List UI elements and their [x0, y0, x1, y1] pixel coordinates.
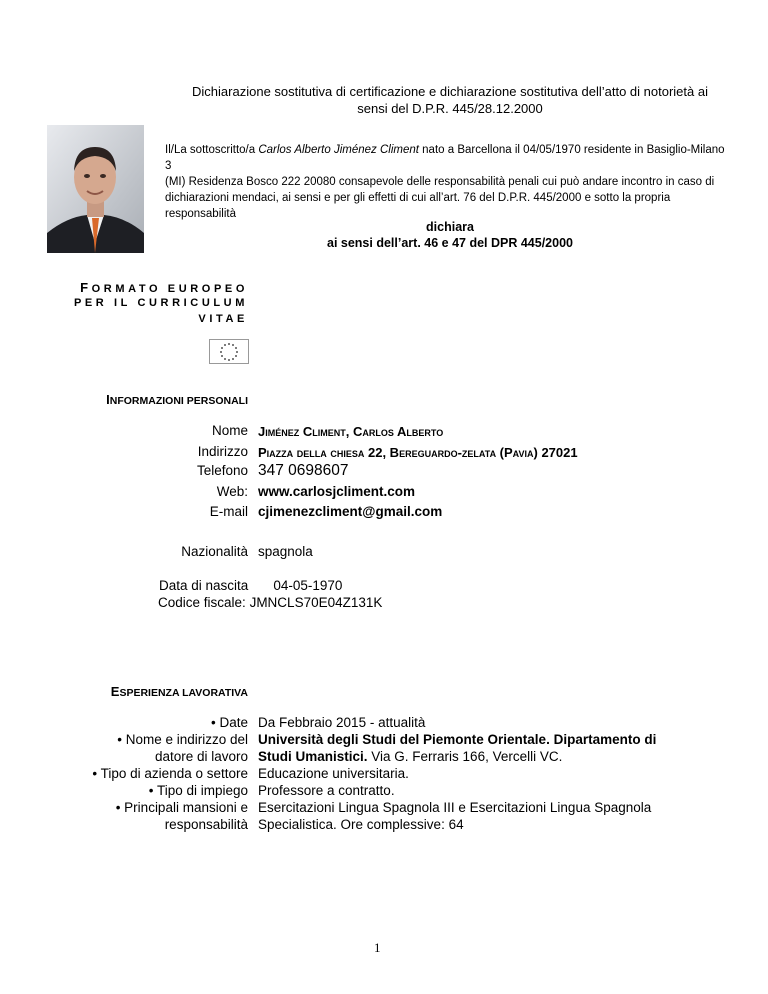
section-title-work-experience: ESPERIENZA LAVORATIVA	[110, 684, 248, 699]
label-nome: Nome	[211, 423, 248, 438]
format-title-line-3: VITAE	[198, 313, 248, 325]
value-nazionalita: spagnola	[258, 544, 313, 559]
fiscal-code-row	[158, 595, 382, 610]
eu-flag-icon	[209, 339, 249, 364]
label-data-nascita: Data di nascita	[159, 578, 249, 593]
value-nome: Jiménez Climent, Carlos Alberto	[258, 424, 444, 439]
value-indirizzo: Piazza della chiesa 22, Bereguardo-zelata (Pavia) 27021	[258, 445, 578, 460]
value-telefono: 347 0698607	[258, 462, 349, 479]
label-duties-1: • Principali mansioni e	[115, 800, 248, 815]
label-email: E-mail	[209, 504, 248, 519]
declaration-line-1: Il/La sottoscritto/a Carlos Alberto Jiménez Climent nato a Barcellona il 04/05/1970 residente in Basiglio-Milano 3	[165, 144, 725, 172]
label-job-type: • Tipo di impiego	[148, 783, 248, 798]
dichiara-heading: dichiara	[426, 220, 474, 234]
dichiara-subheading: ai sensi dell’art. 46 e 47 del DPR 445/2000	[327, 236, 573, 250]
declaration-paragraph	[165, 142, 725, 222]
label-nazionalita: Nazionalità	[181, 544, 248, 559]
page-number: 1	[374, 940, 381, 955]
format-title-line-2: PER IL CURRICULUM	[73, 297, 248, 309]
experience-labels	[8, 714, 248, 833]
birth-date-row	[159, 578, 342, 593]
label-telefono: Telefono	[196, 463, 248, 478]
value-email-link[interactable]: cjimenezcliment@gmail.com	[258, 504, 443, 519]
declarant-name: Carlos Alberto Jiménez Climent	[258, 144, 419, 156]
header-line-1: Dichiarazione sostitutiva di certificazione e dichiarazione sostitutiva dell’atto di notorietà ai	[192, 84, 708, 99]
value-data-nascita: 04-05-1970	[273, 578, 343, 593]
declaration-line-3: dichiarazioni mendaci, ai sensi e per gli effetti di cui all’art. 76 del D.P.R. 445/2000 e sotto la propria	[165, 192, 671, 204]
section-title-personal-info: INFORMAZIONI PERSONALI	[106, 392, 248, 407]
label-codice-fiscale: Codice fiscale:	[158, 595, 246, 610]
value-web-link[interactable]: www.carlosjcliment.com	[258, 484, 416, 499]
label-date: • Date	[211, 715, 248, 730]
label-web: Web:	[216, 484, 248, 499]
label-sector: • Tipo di azienda o settore	[92, 766, 248, 781]
declaration-line-2: (MI) Residenza Bosco 222 20080 consapevole delle responsabilità penali cui può andare incontro in caso di	[165, 176, 715, 188]
value-duties-1: Esercitazioni Lingua Spagnola III e Esercitazioni Lingua Spagnola	[258, 800, 652, 815]
format-title-line-1: FORMATO EUROPEO	[80, 280, 248, 295]
declaration-line-4: responsabilità	[165, 208, 236, 220]
label-employer-1: • Nome e indirizzo del	[117, 732, 248, 747]
value-employer-line-1: Università degli Studi del Piemonte Orientale. Dipartamento di	[258, 732, 657, 747]
value-date: Da Febbraio 2015 - attualità	[258, 715, 426, 730]
value-codice-fiscale: JMNCLS70E04Z131K	[249, 595, 383, 610]
profile-photo	[47, 125, 144, 253]
value-sector: Educazione universitaria.	[258, 766, 409, 781]
value-job-type: Professore a contratto.	[258, 783, 395, 798]
label-indirizzo: Indirizzo	[197, 444, 248, 459]
label-duties-2: responsabilità	[164, 817, 248, 832]
label-employer-2: datore di lavoro	[154, 749, 248, 764]
value-duties-2: Specialistica. Ore complessive: 64	[258, 817, 464, 832]
header-line-2: sensi del D.P.R. 445/28.12.2000	[357, 101, 543, 116]
experience-values	[258, 714, 728, 833]
value-employer-line-2: Studi Umanistici. Via G. Ferraris 166, Vercelli VC.	[258, 749, 563, 764]
